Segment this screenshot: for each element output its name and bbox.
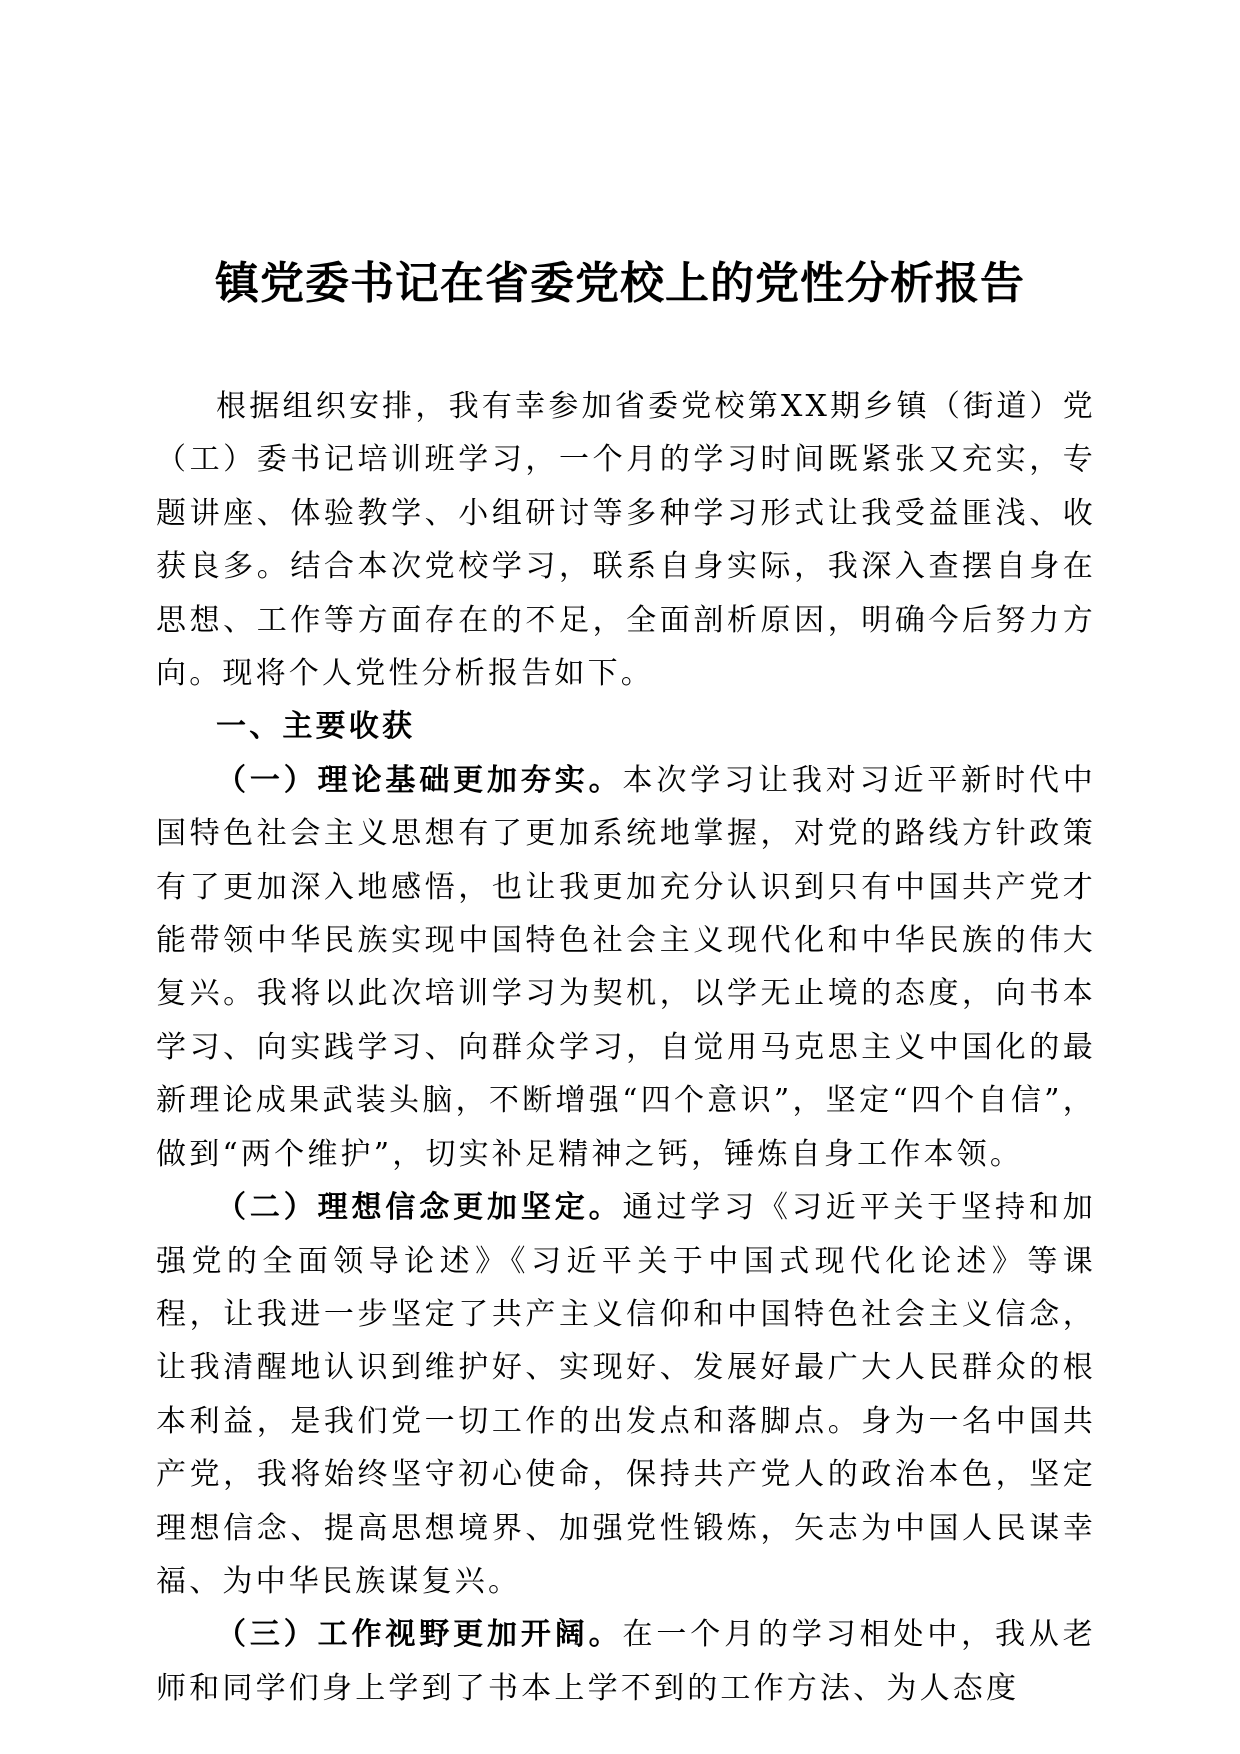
item-paragraph-vision — [156, 1608, 1096, 1715]
document-body — [156, 380, 1096, 1715]
item-text-vision: 在一个月的学习相处中，我从老师和同学们身上学到了书本上学不到的工作方法、为人态度 — [156, 1617, 1096, 1706]
section-heading-main-gains: 一、主要收获 — [216, 709, 416, 745]
document-title: 镇党委书记在省委党校上的党性分析报告 — [215, 258, 1025, 309]
intro-paragraph: 根据组织安排，我有幸参加省委党校第XX期乡镇（街道）党（工）委书记培训班学习，一个月的学习时间既紧张又充实，专题讲座、体验教学、小组研讨等多种学习形式让我受益匪浅、收获良多。结合本次党校学习，联系自身实际，我深入查摆自身在思想、工作等方面存在的不足，全面剖析原因，明确今后努力方向。现将个人党性分析报告如下。 — [156, 389, 1096, 692]
item-text-belief: 通过学习《习近平关于坚持和加强党的全面领导论述》《习近平关于中国式现代化论述》等课程，让我进一步坚定了共产主义信仰和中国特色社会主义信念，让我清醒地认识到维护好、实现好、发展好最广大人民群众的根本利益，是我们党一切工作的出发点和落脚点。身为一名中国共产党，我将始终坚守初心使命，保持共产党人的政治本色，坚定理想信念、提高思想境界、加强党性锻炼，矢志为中国人民谋幸福、为中华民族谋复兴。 — [156, 1190, 1096, 1599]
item-paragraph-theory — [156, 754, 1096, 1181]
item-lead-vision: （三）工作视野更加开阔。 — [216, 1617, 623, 1653]
item-lead-theory: （一）理论基础更加夯实。 — [216, 762, 623, 798]
item-text-theory: 本次学习让我对习近平新时代中国特色社会主义思想有了更加系统地掌握，对党的路线方针政策有了更加深入地感悟，也让我更加充分认识到只有中国共产党才能带领中华民族实现中国特色社会主义现代化和中华民族的伟大复兴。我将以此次培训学习为契机，以学无止境的态度，向书本学习、向实践学习、向群众学习，自觉用马克思主义中国化的最新理论成果武装头脑，不断增强“四个意识”，坚定“四个自信”，做到“两个维护”，切实补足精神之钙，锤炼自身工作本领。 — [156, 762, 1096, 1172]
item-paragraph-belief — [156, 1181, 1096, 1608]
item-lead-belief: （二）理想信念更加坚定。 — [216, 1190, 623, 1226]
